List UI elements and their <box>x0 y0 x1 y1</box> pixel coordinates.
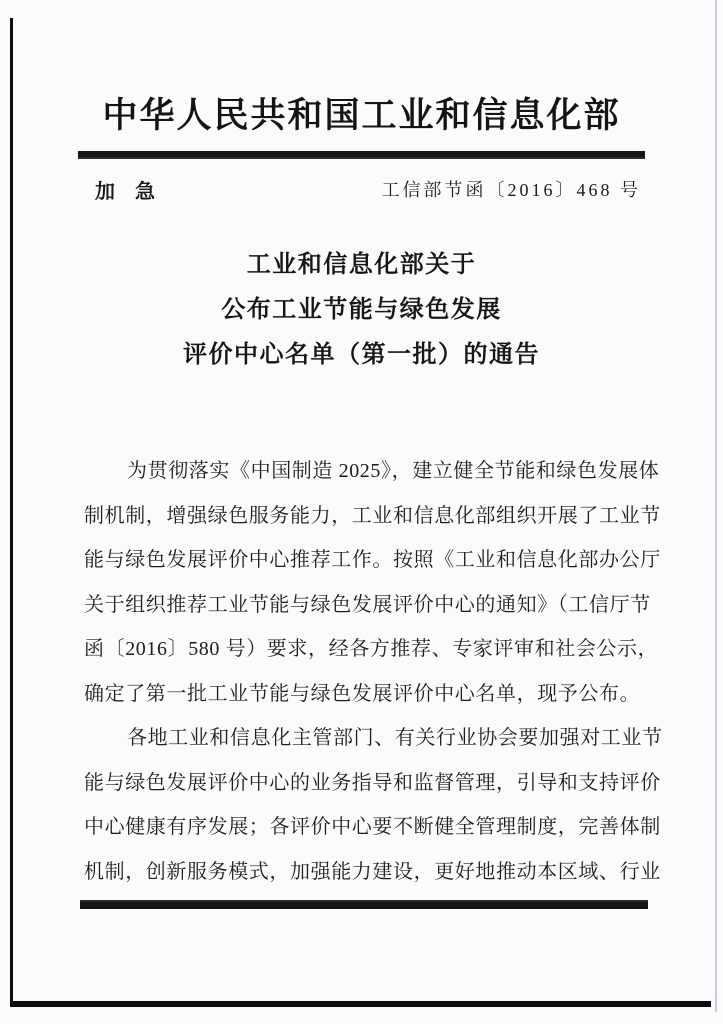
body-line: 为贯彻落实《中国制造 2025》，建立健全节能和绿色发展体 <box>127 460 660 482</box>
document-body <box>84 449 663 894</box>
body-line: 确定了第一批工业节能与绿色发展评价中心名单，现予公布。 <box>84 682 641 705</box>
body-line: 关于组织推荐工业节能与绿色发展评价中心的通知》（工信厅节 <box>84 593 651 616</box>
body-paragraph <box>84 449 661 716</box>
document-title-line: 公布工业节能与绿色发展 <box>221 297 502 323</box>
body-line: 制机制，增强绿色服务能力，工业和信息化部组织开展了工业节 <box>84 504 661 527</box>
body-line: 能与绿色发展评价中心的业务指导和监督管理，引导和支持评价 <box>84 771 661 794</box>
scan-edge-left-line <box>10 18 13 1006</box>
scan-edge-right-line <box>715 0 717 1012</box>
body-line: 中心健康有序发展；各评价中心要不断健全管理制度，完善体制 <box>84 816 661 838</box>
body-line: 能与绿色发展评价中心推荐工作。按照《工业和信息化部办公厅 <box>84 549 661 571</box>
document-number: 工信部节函〔2016〕468 号 <box>381 180 641 200</box>
document-title-line: 评价中心名单（第一批）的通告 <box>183 342 540 368</box>
document-title-line: 工业和信息化部关于 <box>246 252 477 278</box>
letterhead-double-rule <box>78 151 645 159</box>
body-line: 各地工业和信息化主管部门、有关行业协会要加强对工业节 <box>127 727 663 749</box>
urgency-label: 加 急 <box>95 181 155 203</box>
body-line: 函〔2016〕580 号）要求，经各方推荐、专家评审和社会公示， <box>84 638 659 660</box>
document-title <box>0 243 723 378</box>
footer-double-rule <box>80 900 648 909</box>
body-line: 机制，创新服务模式，加强能力建设，更好地推动本区域、行业 <box>84 860 661 883</box>
body-paragraph <box>84 716 663 894</box>
letterhead-title: 中华人民共和国工业和信息化部 <box>102 96 621 135</box>
scan-edge-bottom-line <box>10 1001 711 1007</box>
